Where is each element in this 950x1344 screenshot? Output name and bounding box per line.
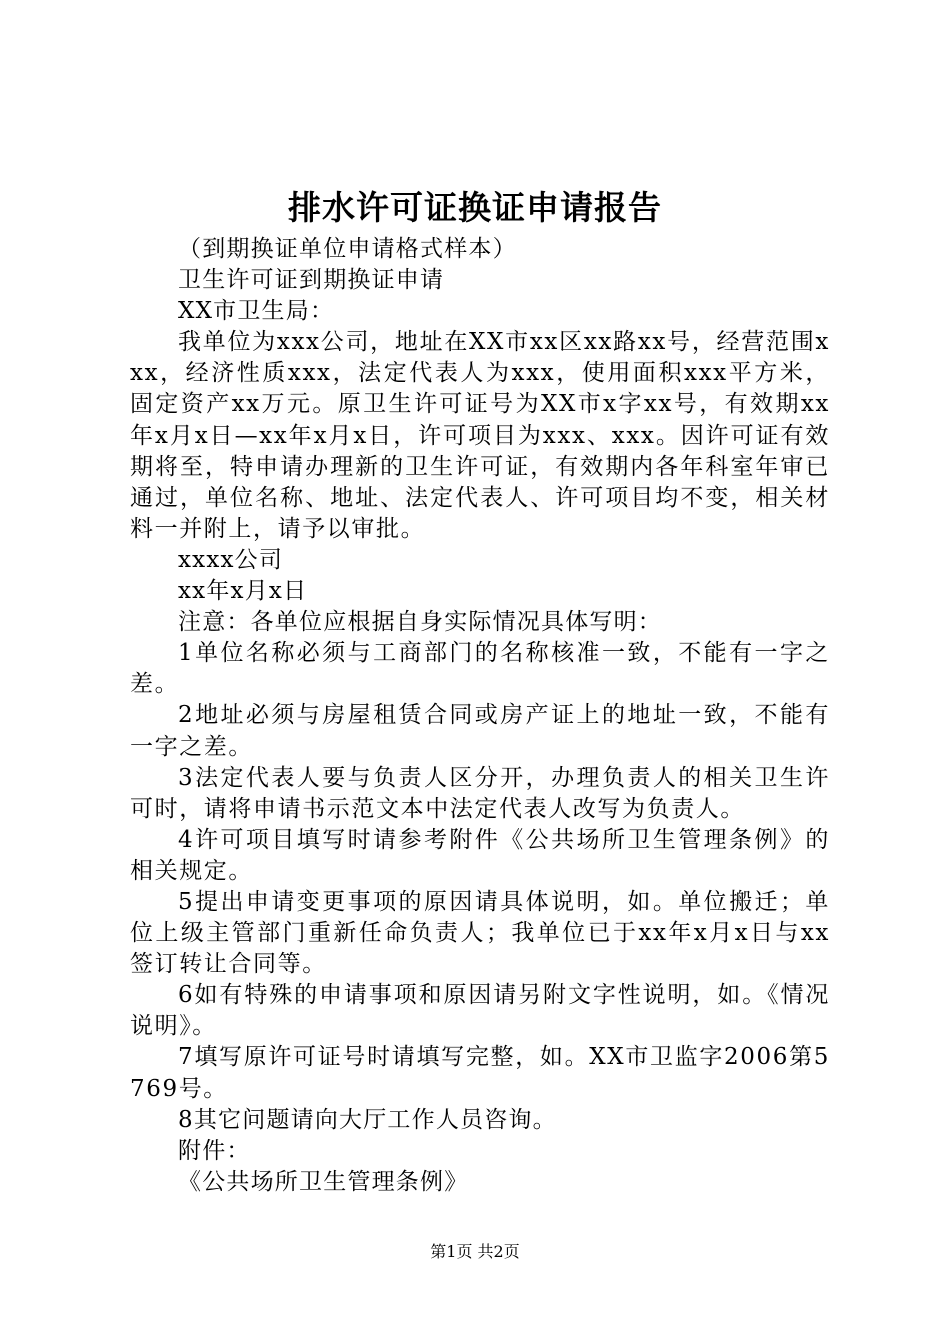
document-subtitle: （到期换证单位申请格式样本） bbox=[178, 236, 517, 262]
signature-company: xxxx公司 bbox=[178, 546, 284, 573]
signature-date: xx年x月x日 bbox=[178, 578, 308, 605]
note-item: 4许可项目填写时请参考附件《公共场所卫生管理条例》的相关规定。 bbox=[130, 826, 830, 884]
note-item: 5提出申请变更事项的原因请具体说明，如。单位搬迁；单位上级主管部门重新任命负责人；我单位已于xx年x月x日与xx签订转让合同等。 bbox=[130, 888, 830, 978]
attachment-name: 《公共场所卫生管理条例》 bbox=[178, 1168, 469, 1195]
note-item: 8其它问题请向大厅工作人员咨询。 bbox=[178, 1106, 557, 1133]
body-paragraph: 我单位为xxx公司，地址在XX市xx区xx路xx号，经营范围xxx，经济性质xxx，法定代表人为xxx，使用面积xxx平方米，固定资产xx万元。原卫生许可证号为XX市x字xx号，有效期xx年x月x日—xx年x月x日，许可项目为xxx、xxx。因许可证有效期将至，特申请办理新的卫生许可证，有效期内各年科室年审已通过，单位名称、地址、法定代表人、许可项目均不变，相关材料一并附上，请予以审批。 bbox=[130, 329, 830, 542]
notes-heading: 注意：各单位应根据自身实际情况具体写明： bbox=[178, 609, 662, 636]
attachment-label: 附件： bbox=[178, 1137, 251, 1164]
note-item: 6如有特殊的申请事项和原因请另附文字性说明，如。《情况说明》。 bbox=[130, 982, 830, 1040]
note-item: 2地址必须与房屋租赁合同或房产证上的地址一致，不能有一字之差。 bbox=[130, 702, 830, 760]
page-footer: 第1页 共2页 bbox=[430, 1242, 520, 1261]
note-item: 7填写原许可证号时请填写完整，如。XX市卫监字2006第5769号。 bbox=[130, 1044, 830, 1102]
document-heading: 卫生许可证到期换证申请 bbox=[178, 267, 445, 294]
document-body bbox=[130, 234, 830, 1198]
note-item: 1单位名称必须与工商部门的名称核准一致，不能有一字之差。 bbox=[130, 640, 830, 698]
note-item: 3法定代表人要与负责人区分开，办理负责人的相关卫生许可时，请将申请书示范文本中法定代表人改写为负责人。 bbox=[130, 764, 830, 822]
document-title: 排水许可证换证申请报告 bbox=[288, 188, 662, 227]
addressee: XX市卫生局： bbox=[178, 298, 335, 325]
